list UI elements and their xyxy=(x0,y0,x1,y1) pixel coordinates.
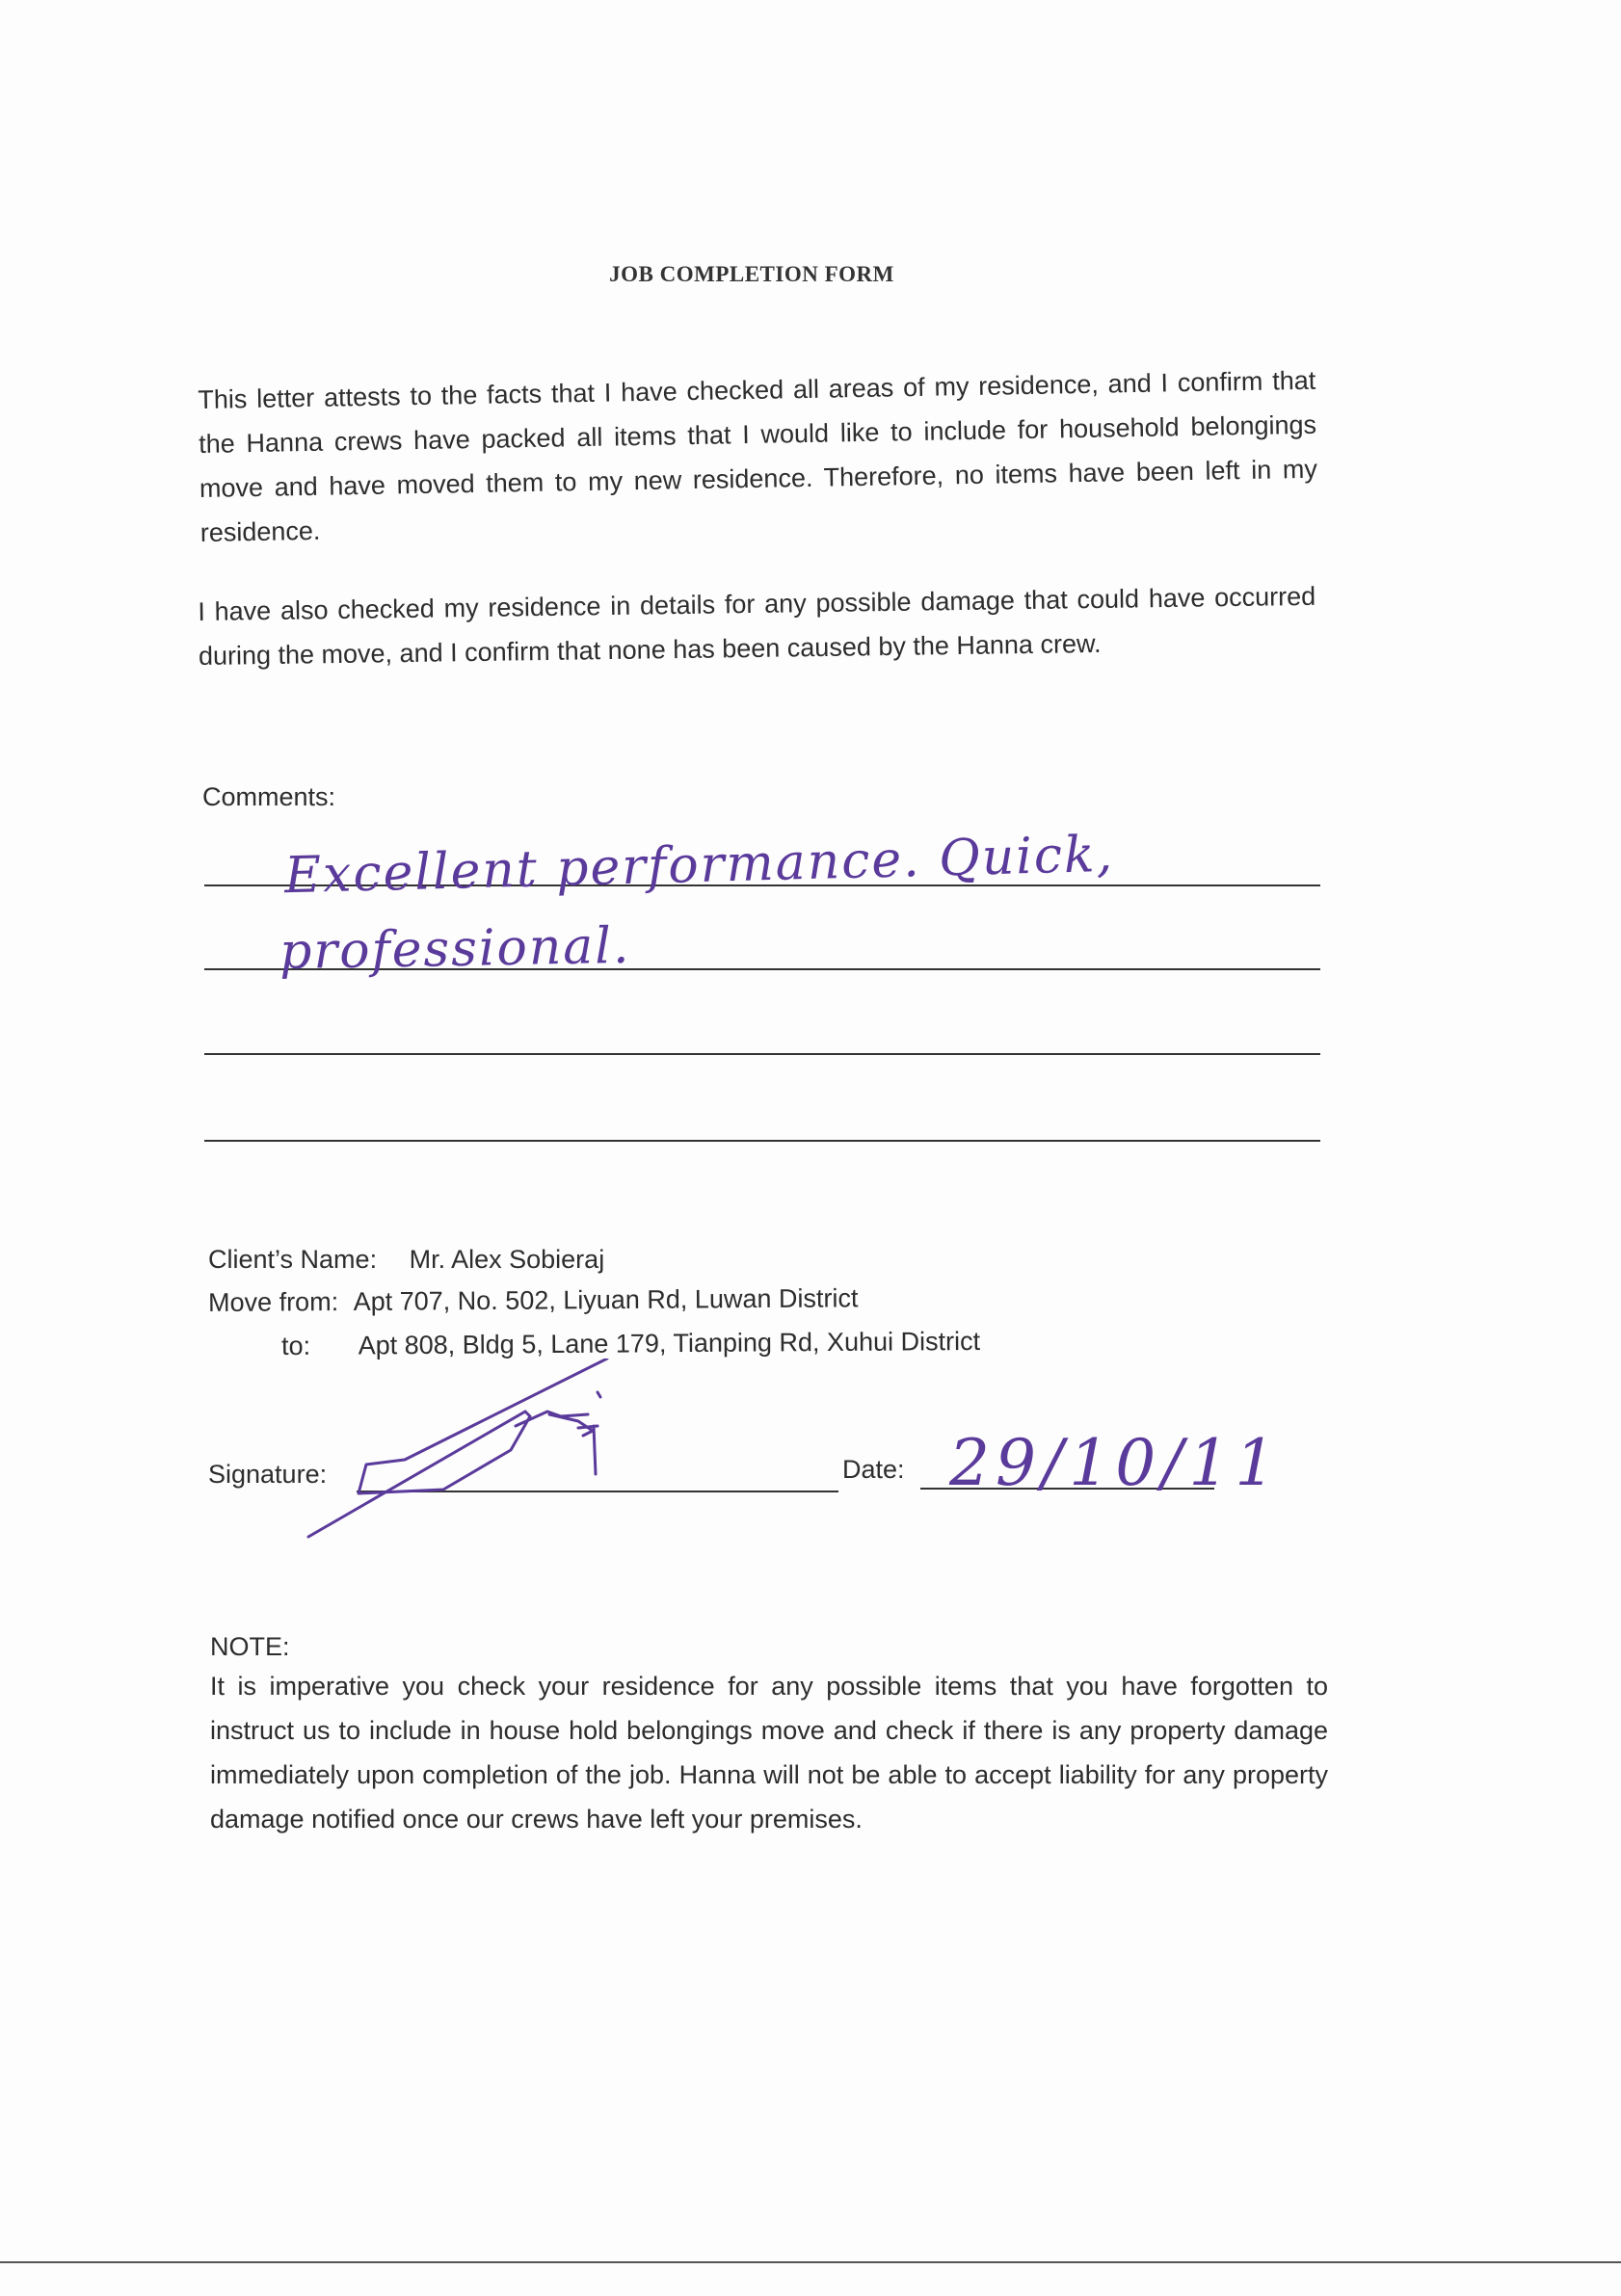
move-from-row xyxy=(208,1283,859,1318)
comments-line-4 xyxy=(204,1140,1320,1142)
move-to-row xyxy=(281,1327,980,1361)
handwritten-date: 29/10/11 xyxy=(949,1426,1282,1500)
client-name-row xyxy=(208,1245,604,1275)
signature-label: Signature: xyxy=(208,1460,328,1489)
client-name-value: Mr. Alex Sobieraj xyxy=(409,1245,605,1274)
page-bottom-edge xyxy=(0,2261,1621,2263)
move-to-value: Apt 808, Bldg 5, Lane 179, Tianping Rd, Xuhui District xyxy=(358,1326,981,1360)
form-title: JOB COMPLETION FORM xyxy=(609,262,894,286)
date-label: Date: xyxy=(842,1455,905,1484)
note-text: It is imperative you check your residence for any possible items that you have forgotten to instruct us to include in house hold belongings move and check if there is any property damage immediately upon completion of the job. Hanna will not be able to accept liability for any property damage notified once our crews have left your premises. xyxy=(210,1672,1328,1834)
move-to-label: to: xyxy=(281,1331,311,1360)
handwritten-signature xyxy=(289,1359,636,1551)
comments-line-3 xyxy=(204,1053,1320,1055)
damage-paragraph: I have also checked my residence in details for any possible damage that could have occurred during the move, and I confirm that none has been caused by the Hanna crew. xyxy=(198,581,1316,671)
client-name-label: Client’s Name: xyxy=(208,1245,378,1274)
handwritten-comment-1: Excellent performance. Quick, xyxy=(283,825,1115,906)
attestation-paragraph: This letter attests to the facts that I have checked all areas of my residence, and I confirm that the Hanna crews have packed all items that I would like to include for household belongings move and have moved them to my new residence. Therefore, no items have been left in my residence. xyxy=(198,365,1318,547)
comments-label: Comments: xyxy=(202,782,336,811)
move-from-label: Move from: xyxy=(208,1287,339,1317)
handwritten-comment-2: professional. xyxy=(279,916,631,982)
note-label: NOTE: xyxy=(210,1632,290,1661)
move-from-value: Apt 707, No. 502, Liyuan Rd, Luwan District xyxy=(353,1283,859,1316)
